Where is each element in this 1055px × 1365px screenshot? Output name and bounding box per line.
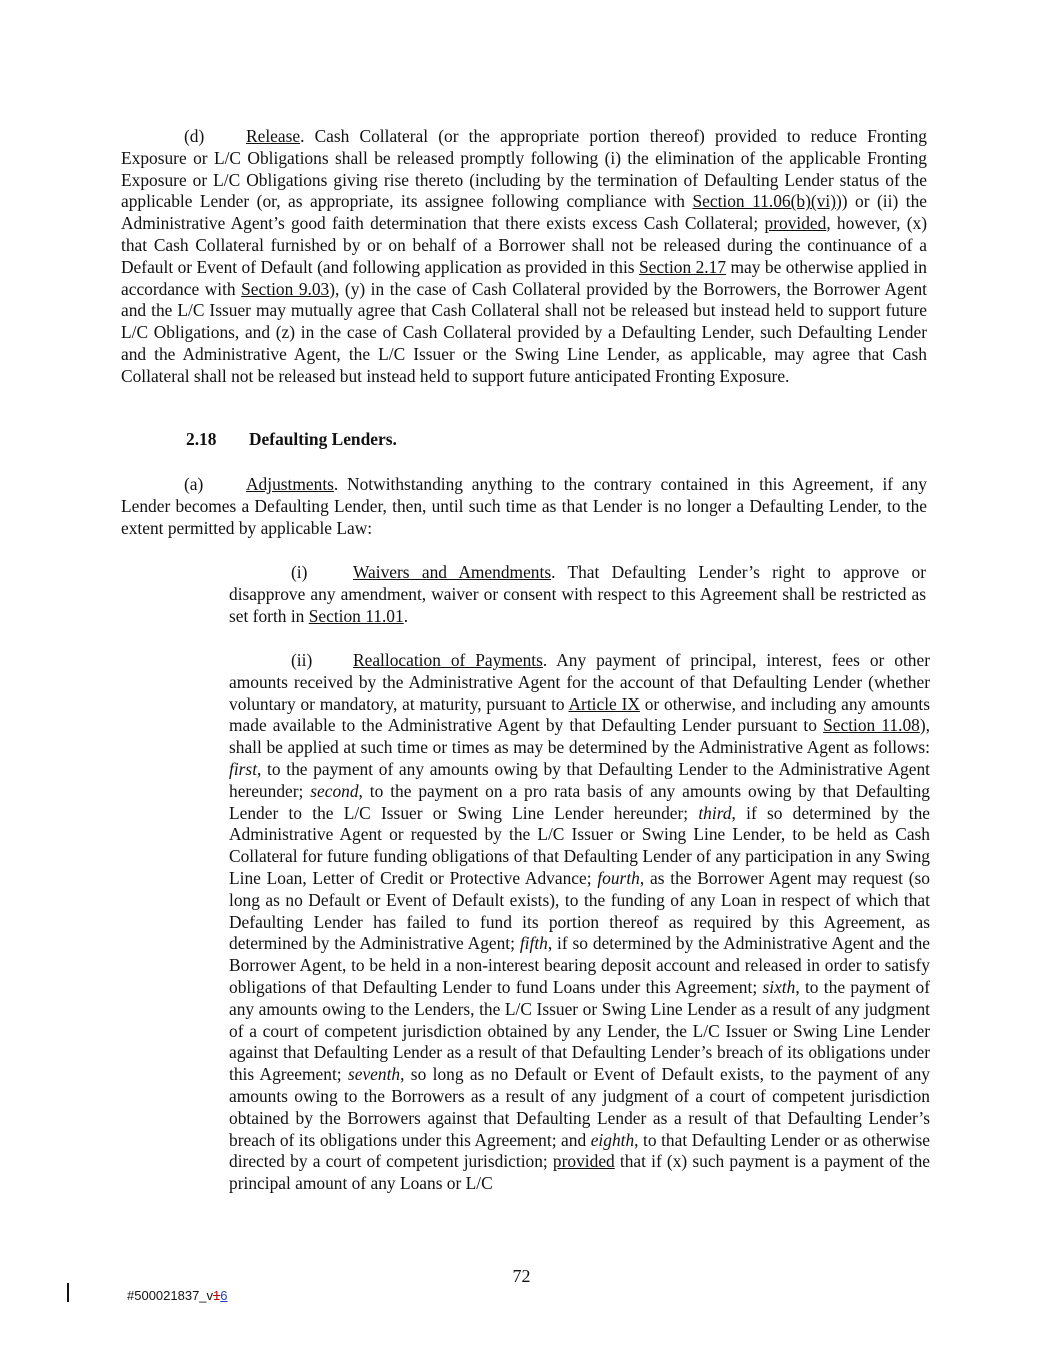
ordinal-term: fifth (519, 933, 548, 954)
section-reference: Section 2.17 (639, 256, 727, 277)
inserted-version: 6 (220, 1288, 228, 1303)
paragraph-heading: Release (246, 126, 301, 146)
ordinal-term: second (310, 780, 359, 801)
section-reference: Section 11.01 (308, 605, 404, 626)
section-number: 2.18 (186, 429, 217, 449)
clause-ii-reallocation: (ii) Reallocation of Payments. Any payment of principal, interest, fees or other amounts received by the Administrative Agent for the account of that Defaulting Lender (whether voluntary or mandatory, at maturity, pursuant to Article IX or otherwise, and including any amounts made available to the Administrative Agent by that Defaulting Lender pursuant to Section 11.08), shall be applied at such time or times as may be determined by the Administrative Agent as follows: first, to the payment of any amounts owing by that Defaulting Lender to the Administrative Agent hereunder; second, to the payment on a pro rata basis of any amounts owing by that Defaulting Lender to the L/C Issuer or Swing Line Lender hereunder; third, if so determined by the Administrative Agent or requested by the L/C Issuer or Swing Line Lender, to be held as Cash Collateral for future funding obligations of that Defaulting Lender of any participation in any Swing Line Loan, Letter of Credit or Protective Advance; fourth, as the Borrower Agent may request (so long as no Default or Event of Default exists), to the funding of any Loan in respect of which that Defaulting Lender has failed to fund its portion thereof as required by this Agreement, as determined by the Administrative Agent; fifth, if so determined by the Administrative Agent and the Borrower Agent, to be held in a non-interest bearing deposit account and released in order to satisfy obligations of that Defaulting Lender to fund Loans under this Agreement; sixth, to the payment of any amounts owing to the Lenders, the L/C Issuer or Swing Line Lender as a result of any judgment of a court of competent jurisdiction obtained by any Lender, the L/C Issuer or Swing Line Lender against that Defaulting Lender as a result of that Defaulting Lender’s breach of its obligations under this Agreement; seventh, so long as no Default or Event of Default exists, to the payment of any amounts owing to the Borrowers as a result of any judgment of a court of competent jurisdiction obtained by the Borrowers against that Defaulting Lender as a result of that Defaulting Lender’s breach of its obligations under this Agreement; and eighth, to that Defaulting Lender or as otherwise directed by a court of competent jurisdiction; provided that if (x) such payment is a payment of the principal amount of any Loans or L/C (229, 650, 931, 1194)
paragraph-d-release: (d) Release. Cash Collateral (or the appropriate portion thereof) provided to reduce Fronting Exposure or L/C Obligations shall be released promptly following (i) the elimination of the applicable Fronting Exposure or L/C Obligations giving rise thereto (including by the termination of Defaulting Lender status of the applicable Lender (or, as appropriate, its assignee following compliance with Section 11.06(b)(vi))) or (ii) the Administrative Agent’s good faith determination that there exists excess Cash Collateral; provided, however, (x) that Cash Collateral furnished by or on behalf of a Borrower shall not be released during the continuance of a Default or Event of Default (and following application as provided in this Section 2.17 may be otherwise applied in accordance with Section 9.03), (y) in the case of Cash Collateral provided by the Borrowers, the Borrower Agent and the L/C Issuer may mutually agree that Cash Collateral shall not be released but instead held to support future L/C Obligations, and (z) in the case of Cash Collateral provided by a Defaulting Lender, such Defaulting Lender and the Administrative Agent, the L/C Issuer or the Swing Line Lender, as applicable, may agree that Cash Collateral shall not be released but instead held to support future anticipated Fronting Exposure. (121, 126, 927, 386)
section-title: Defaulting Lenders. (249, 429, 397, 449)
ordinal-term: sixth (762, 976, 796, 997)
paragraph-label: (d) (184, 126, 205, 146)
clause-i-waivers: (i) Waivers and Amendments. That Defaulting Lender’s right to approve or disapprove any amendment, waiver or consent with respect to this Agreement shall be restricted as set forth in Section 11.01. (229, 562, 927, 626)
section-reference: Section 11.08 (823, 715, 920, 736)
provided-term: provided (764, 213, 827, 234)
paragraph-heading: Adjustments (246, 474, 334, 494)
provided-term: provided (552, 1151, 615, 1172)
section-reference: Section 11.06(b)(vi) (692, 191, 836, 212)
clause-label: (ii) (291, 650, 313, 670)
paragraph-label: (a) (184, 474, 204, 494)
paragraph-a-adjustments: (a) Adjustments. Notwithstanding anything to the contrary contained in this Agreement, if any Lender becomes a Defaulting Lender, then, until such time as that Lender is no longer a Defaulting Lender, to the extent permitted by applicable Law: (121, 474, 927, 538)
ordinal-term: first (229, 758, 258, 779)
ordinal-term: fourth (597, 867, 640, 888)
document-id: #500021837_v16 (127, 1288, 228, 1303)
clause-heading: Waivers and Amendments (353, 562, 552, 582)
article-reference: Article IX (568, 693, 640, 714)
page-number: 72 (512, 1266, 531, 1286)
ordinal-term: third (698, 802, 732, 823)
ordinal-term: seventh (347, 1064, 401, 1085)
section-reference: Section 9.03 (241, 278, 330, 299)
deleted-version: 1 (213, 1288, 221, 1303)
ordinal-term: eighth (590, 1129, 635, 1150)
section-heading (186, 429, 397, 451)
clause-label: (i) (291, 562, 308, 582)
revision-change-bar (67, 1283, 69, 1302)
clause-heading: Reallocation of Payments (353, 650, 543, 670)
